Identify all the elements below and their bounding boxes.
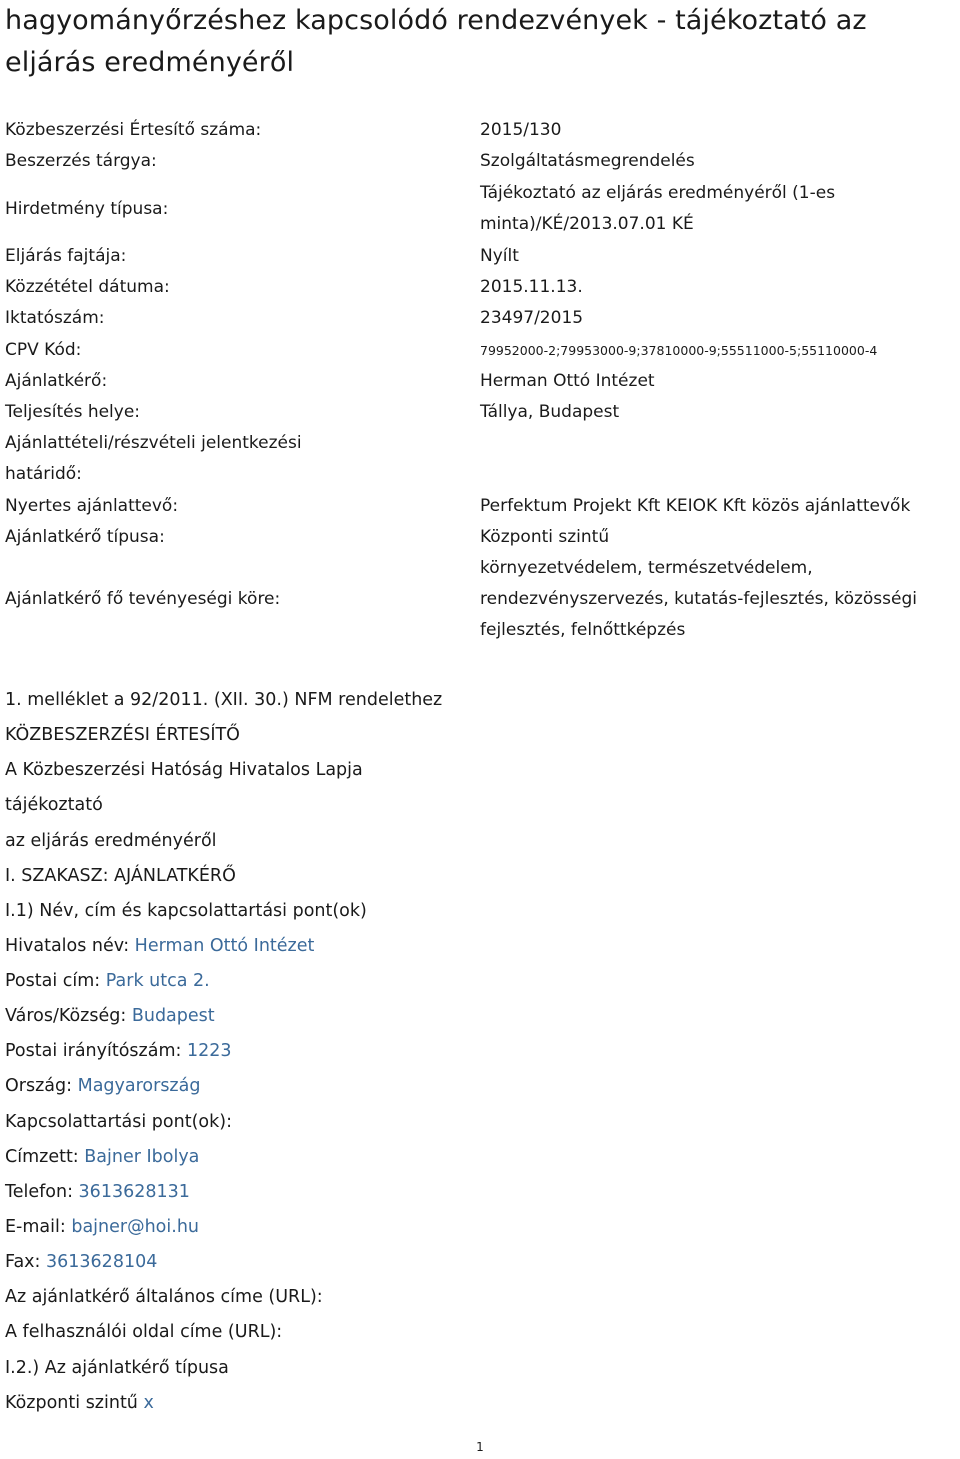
info-value: Szolgáltatásmegrendelés [480,151,695,171]
tipus-heading: I.2.) Az ajánlatkérő típusa [5,1358,229,1378]
info-label: Eljárás fajtája: [5,246,127,266]
info-label: Ajánlattételi/részvételi jelentkezési [5,433,302,453]
hivatalos-nev-label: Hivatalos név: [5,936,130,956]
telefon-value: 3613628131 [78,1182,190,1202]
info-label: Nyertes ajánlattevő: [5,496,179,516]
postai-cim-value: Park utca 2. [105,971,210,991]
info-value: Tállya, Budapest [480,402,620,422]
info-label: Beszerzés tárgya: [5,151,157,171]
info-value: Herman Ottó Intézet [480,371,655,391]
felhasznaloi-url-line: A felhasználói oldal címe (URL): [5,1322,283,1342]
info-label: Teljesítés helye: [5,402,141,422]
info-label: Közbeszerzési Értesítő száma: [5,120,262,140]
postai-cim-line [5,964,210,998]
kozponti-mark: x [143,1393,154,1413]
info-label: Hirdetmény típusa: [5,199,169,219]
telefon-label: Telefon: [5,1182,73,1202]
fax-label: Fax: [5,1252,41,1272]
nev-cim-heading: I.1) Név, cím és kapcsolattartási pont(ok) [5,901,367,921]
email-value: bajner@hoi.hu [71,1217,199,1237]
info-value: minta)/KÉ/2013.07.01 KÉ [480,214,694,234]
ertesito-line: KÖZBESZERZÉSI ÉRTESÍTŐ [5,725,240,745]
orszag-value: Magyarország [77,1076,201,1096]
kozponti-label: Központi szintű [5,1393,138,1413]
varos-line [5,999,215,1033]
melleklet-line: 1. melléklet a 92/2011. (XII. 30.) NFM rendelethez [5,690,443,710]
cimzett-label: Címzett: [5,1147,79,1167]
cimzett-line [5,1140,199,1174]
info-label: Ajánlatkérő típusa: [5,527,165,547]
cimzett-value: Bajner Ibolya [84,1147,200,1167]
info-value: 79952000-2;79953000-9;37810000-9;55511000-5;55110000-4 [480,343,878,358]
hivatalos-nev-value: Herman Ottó Intézet [134,936,315,956]
tajekoztato-line: tájékoztató [5,795,103,815]
info-label: Ajánlatkérő: [5,371,108,391]
page-title: hagyományőrzéshez kapcsolódó rendezvények - tájékoztató az eljárás eredményéről [5,5,867,78]
info-value: 2015.11.13. [480,277,583,297]
info-value: fejlesztés, felnőttképzés [480,620,686,640]
orszag-label: Ország: [5,1076,73,1096]
info-label: Közzététel dátuma: [5,277,170,297]
szakasz-heading: I. SZAKASZ: AJÁNLATKÉRŐ [5,866,236,886]
info-label: CPV Kód: [5,340,82,360]
iranyitoszam-label: Postai irányítószám: [5,1041,182,1061]
info-label: Ajánlatkérő fő tevényeségi köre: [5,589,281,609]
info-value: Perfektum Projekt Kft KEIOK Kft közös ajánlattevők [480,496,911,516]
iranyitoszam-line [5,1034,232,1068]
info-label: Iktatószám: [5,308,105,328]
lap-line: A Közbeszerzési Hatóság Hivatalos Lapja [5,760,363,780]
info-value: környezetvédelem, természetvédelem, [480,558,813,578]
info-value: Központi szintű [480,527,610,547]
email-line [5,1210,199,1244]
info-label: határidő: [5,464,82,484]
eredmeny-line: az eljárás eredményéről [5,831,217,851]
kapcsolattartas-line: Kapcsolattartási pont(ok): [5,1112,232,1132]
url-line: Az ajánlatkérő általános címe (URL): [5,1287,323,1307]
telefon-line [5,1175,190,1209]
postai-cim-label: Postai cím: [5,971,101,991]
fax-value: 3613628104 [46,1252,158,1272]
info-value: Tájékoztató az eljárás eredményéről (1-es [480,183,836,203]
orszag-line [5,1069,200,1103]
info-value: 2015/130 [480,120,562,140]
kozponti-line [5,1386,154,1420]
iranyitoszam-value: 1223 [186,1041,232,1061]
varos-value: Budapest [131,1006,215,1026]
varos-label: Város/Község: [5,1006,127,1026]
info-value: rendezvényszervezés, kutatás-fejlesztés, közösségi [480,589,917,609]
info-value: Nyílt [480,246,519,266]
fax-line [5,1245,157,1279]
info-value: 23497/2015 [480,308,584,328]
hivatalos-nev-line [5,929,314,963]
email-label: E-mail: [5,1217,66,1237]
page-number: 1 [476,1440,484,1454]
